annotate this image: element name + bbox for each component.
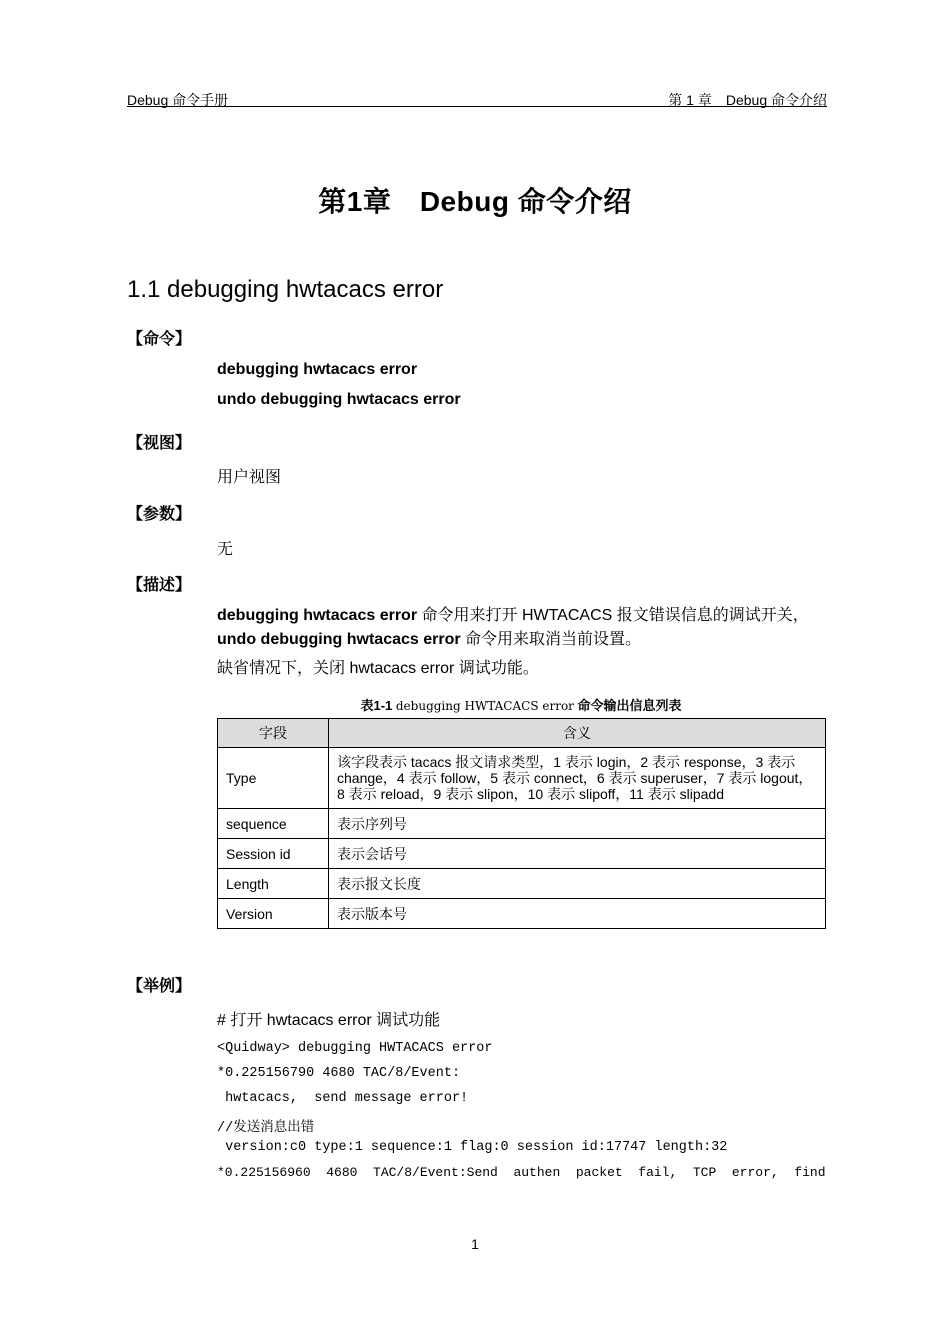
params-text: 无 [217, 541, 234, 558]
code-line: *0.225156960 4680 TAC/8/Event:Send authen packet fail, TCP error, find [217, 1165, 826, 1180]
table-row [218, 809, 826, 839]
example-intro: # 打开 hwtacacs error 调试功能 [217, 1012, 441, 1029]
desc-command-bold: debugging hwtacacs error [217, 607, 418, 624]
row-meaning: 表示版本号 [329, 899, 826, 929]
view-label: 【视图】 [127, 435, 192, 452]
desc-undo-text: 命令用来取消当前设置。 [460, 631, 642, 648]
command-label: 【命令】 [127, 331, 192, 348]
row-field: Length [218, 869, 329, 899]
header-field: 字段 [218, 719, 329, 748]
code-line: hwtacacs, send message error! [217, 1091, 469, 1106]
example-label: 【举例】 [127, 978, 192, 995]
code-comment: //发送消息出错 [217, 1121, 315, 1136]
table-caption [217, 695, 825, 714]
row-meaning: 该字段表示 tacacs 报文请求类型，1 表示 login，2 表示 response，3 表示 change，4 表示 follow，5 表示 connect，6 表示 superuser，7 表示 logout，8 表示 reload，9 表示 slipon，10 表示 slipoff，11 表示 slipadd [329, 748, 826, 809]
table-row [218, 748, 826, 809]
chapter-title: 第1章 Debug 命令介绍 [318, 186, 632, 217]
params-label: 【参数】 [127, 506, 192, 523]
caption-command: debugging HWTACACS error [395, 699, 574, 713]
table-row [218, 869, 826, 899]
header-divider [127, 106, 827, 107]
header-meaning: 含义 [329, 719, 826, 748]
row-meaning: 表示会话号 [329, 839, 826, 869]
table-row [218, 839, 826, 869]
command-line-1: debugging hwtacacs error [217, 361, 418, 378]
row-field: sequence [218, 809, 329, 839]
desc-text: 命令用来打开 HWTACACS 报文错误信息的调试开关， [417, 607, 809, 624]
page-number: 1 [471, 1236, 479, 1252]
row-field: Type [218, 748, 329, 809]
code-line: *0.225156790 4680 TAC/8/Event: [217, 1066, 461, 1081]
desc-undo-bold: undo debugging hwtacacs error [217, 631, 461, 648]
table-header-row [218, 719, 826, 748]
caption-prefix: 表1-1 [360, 698, 396, 713]
view-text: 用户视图 [217, 469, 282, 486]
desc-default: 缺省情况下，关闭 hwtacacs error 调试功能。 [217, 660, 539, 677]
output-info-table [217, 718, 826, 929]
row-meaning: 表示序列号 [329, 809, 826, 839]
command-line-2: undo debugging hwtacacs error [217, 391, 461, 408]
row-field: Version [218, 899, 329, 929]
header-right: 第 1 章 Debug 命令介绍 [668, 92, 827, 108]
code-line: <Quidway> debugging HWTACACS error [217, 1041, 493, 1056]
header-left: Debug 命令手册 [127, 92, 229, 108]
desc-paragraph-1 [217, 604, 827, 652]
section-title: 1.1 debugging hwtacacs error [127, 276, 444, 303]
desc-label: 【描述】 [127, 577, 192, 594]
row-meaning: 表示报文长度 [329, 869, 826, 899]
code-line: version:c0 type:1 sequence:1 flag:0 session id:17747 length:32 [217, 1140, 728, 1155]
table-row [218, 899, 826, 929]
caption-suffix: 命令输出信息列表 [573, 698, 682, 713]
row-field: Session id [218, 839, 329, 869]
